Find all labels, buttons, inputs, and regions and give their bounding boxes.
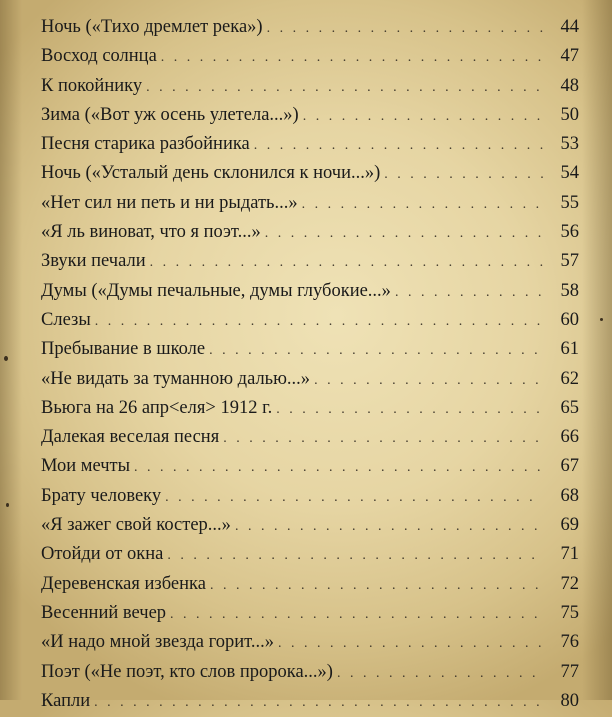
toc-entry (41, 365, 579, 394)
toc-entry (41, 658, 579, 687)
toc-entry-title: Ночь («Усталый день склонился к ночи...») (41, 163, 381, 184)
toc-entry-page: 68 (560, 485, 579, 506)
dot-leader (94, 688, 543, 717)
toc-entry-title: «Я зажег свой костер...» (41, 515, 231, 536)
toc-entry (41, 189, 579, 218)
dot-leader (337, 659, 543, 688)
toc-entry-title: «Не видать за туманною далью...» (41, 368, 311, 389)
dot-leader (276, 395, 543, 424)
dot-leader (165, 483, 543, 512)
toc-entry-title: Брату человеку (41, 485, 162, 506)
toc-entry-page: 71 (560, 544, 579, 565)
toc-entry (41, 159, 579, 188)
dot-leader (303, 102, 543, 131)
toc-entry (41, 306, 579, 335)
toc-entry-title: Думы («Думы печальные, думы глубокие...» (41, 280, 391, 301)
toc-entry-page: 61 (560, 339, 579, 360)
dot-leader (209, 336, 543, 365)
toc-entry-title: К покойнику (41, 75, 143, 96)
toc-entry-title: «Я ль виноват, что я поэт...» (41, 222, 261, 243)
toc-entry-page: 75 (560, 602, 579, 623)
toc-entry-page: 54 (560, 163, 579, 184)
toc-entry-page: 66 (560, 427, 579, 448)
toc-entry-page: 67 (560, 456, 579, 477)
dot-leader (278, 629, 543, 658)
toc-entry-title: Ночь («Тихо дремлет река») (41, 17, 263, 37)
toc-entry-title: Весенний вечер (41, 602, 167, 623)
toc-entry-page: 80 (560, 690, 579, 711)
paper-speck (4, 356, 8, 361)
dot-leader (265, 219, 543, 248)
toc-entry-page: 62 (560, 368, 579, 389)
toc-entry-title: Пребывание в школе (41, 339, 206, 360)
toc-entry (41, 101, 579, 130)
dot-leader (134, 453, 543, 482)
toc-entry (41, 335, 579, 364)
dot-leader (167, 541, 543, 570)
toc-entry (41, 687, 579, 716)
dot-leader (161, 43, 543, 72)
toc-entry-title: Мои мечты (41, 456, 131, 477)
toc-entry (41, 628, 579, 657)
toc-entry-title: Слезы (41, 309, 91, 330)
toc-entry (41, 423, 579, 452)
toc-entry (41, 511, 579, 540)
toc-entry (41, 72, 579, 101)
toc-entry-page: 55 (560, 192, 579, 213)
toc-entry-page: 44 (560, 17, 579, 37)
toc-entry (41, 277, 579, 306)
toc-entry-title: Вьюга на 26 апр<еля> 1912 г. (41, 397, 273, 418)
dot-leader (235, 512, 543, 541)
toc-entry (41, 42, 579, 71)
dot-leader (146, 73, 543, 102)
toc-entry-page: 58 (560, 280, 579, 301)
toc-entry-title: Поэт («Не поэт, кто слов пророка...») (41, 661, 333, 682)
toc-entry-page: 69 (560, 515, 579, 536)
toc-entry-page: 56 (560, 222, 579, 243)
toc-entry (41, 452, 579, 481)
dot-leader (95, 307, 543, 336)
toc-entry (41, 394, 579, 423)
dot-leader (384, 160, 543, 189)
toc-entry-title: Песня старика разбойника (41, 134, 250, 155)
toc-entry-page: 50 (560, 104, 579, 125)
page-edge-shadow-right (582, 0, 612, 700)
dot-leader (210, 571, 543, 600)
toc-entry-page: 72 (560, 573, 579, 594)
page-edge-shadow-left (0, 0, 22, 700)
dot-leader (254, 131, 543, 160)
toc-entry-title: «Нет сил ни петь и ни рыдать...» (41, 192, 298, 213)
toc-entry (41, 13, 579, 42)
toc-entry-page: 65 (560, 397, 579, 418)
toc-entry (41, 599, 579, 628)
toc-entry-page: 60 (560, 309, 579, 330)
toc-entry-page: 53 (560, 134, 579, 155)
toc-entry (41, 482, 579, 511)
toc-entry-page: 57 (560, 251, 579, 272)
paper-speck (6, 503, 9, 507)
toc-entry (41, 130, 579, 159)
toc-entry-title: «И надо мной звезда горит...» (41, 632, 274, 653)
toc-entry (41, 247, 579, 276)
dot-leader (170, 600, 543, 629)
toc-entry-page: 77 (560, 661, 579, 682)
dot-leader (150, 248, 543, 277)
toc-entry-title: Далекая веселая песня (41, 427, 220, 448)
toc-entry-title: Деревенская избенка (41, 573, 206, 594)
dot-leader (223, 424, 543, 453)
toc-entry-page: 48 (560, 75, 579, 96)
toc-entry-title: Восход солнца (41, 46, 157, 67)
paper-speck (600, 318, 603, 321)
toc-entry-page: 76 (560, 632, 579, 653)
toc-entry-title: Звуки печали (41, 251, 146, 272)
dot-leader (302, 190, 543, 219)
toc-entry (41, 570, 579, 599)
toc-entry-title: Отойди от окна (41, 544, 164, 565)
toc-entry-page: 47 (560, 46, 579, 67)
toc-entry (41, 540, 579, 569)
table-of-contents (41, 13, 579, 716)
dot-leader (395, 278, 543, 307)
dot-leader (314, 366, 543, 395)
dot-leader (267, 14, 543, 43)
toc-entry-title: Капли (41, 690, 91, 711)
toc-entry-title: Зима («Вот уж осень улетела...») (41, 104, 299, 125)
toc-entry (41, 218, 579, 247)
